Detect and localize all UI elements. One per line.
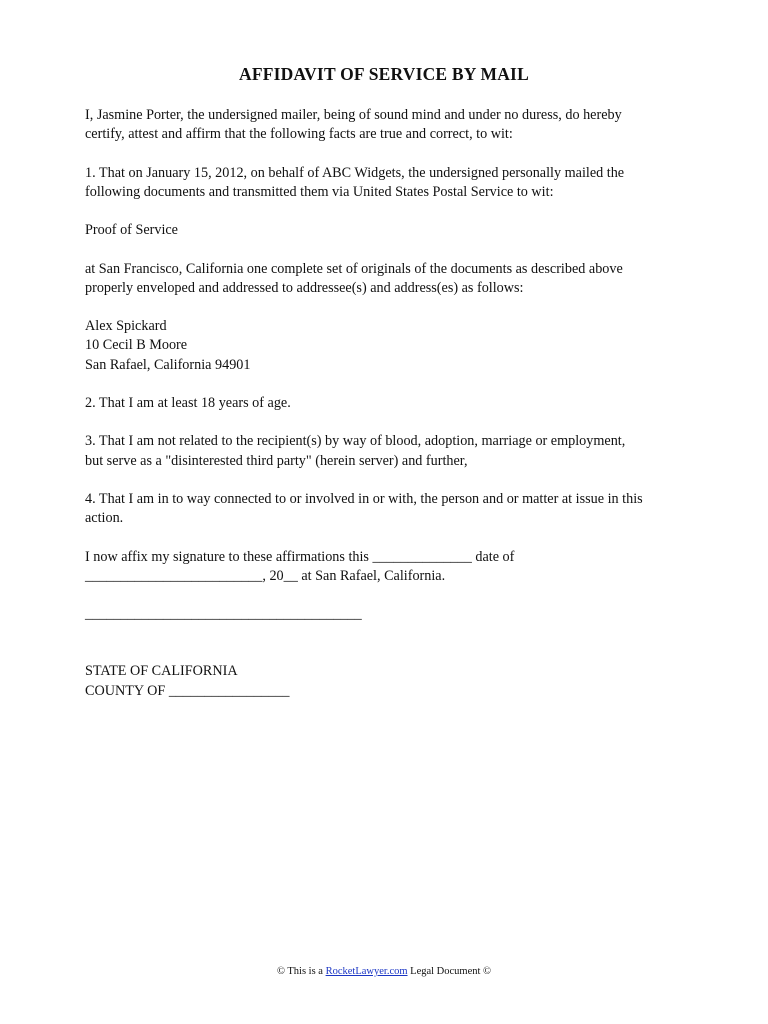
addressee-street: 10 Cecil B Moore xyxy=(85,337,188,354)
rocketlawyer-link[interactable]: RocketLawyer.com xyxy=(325,966,408,977)
intro-paragraph: I, Jasmine Porter, the undersigned mailer, being of sound mind and under no duress, do hereby certify, attest and affirm that the following facts are true and correct, to wit: xyxy=(85,107,622,143)
documents-listed: Proof of Service xyxy=(85,222,178,239)
fact-1-paragraph: 1. That on January 15, 2012, on behalf of ABC Widgets, the undersigned personally mailed the following documents and transmitted them via United States Postal Service to wit: xyxy=(85,164,625,200)
state-line: STATE OF CALIFORNIA xyxy=(85,663,238,680)
footer xyxy=(0,966,768,977)
location-statement: at San Francisco, California one complete set of originals of the documents as described above properly enveloped and addressed to addressee(s) and address(es) as follows: xyxy=(85,260,623,296)
addressee-city: San Rafael, California 94901 xyxy=(85,356,251,373)
affirmation-paragraph: I now affix my signature to these affirmations this ______________ date of _________________________, 20__ at San Rafael, California. xyxy=(85,548,515,584)
document-body xyxy=(85,106,695,701)
addressee-block xyxy=(85,317,695,375)
footer-suffix: Legal Document © xyxy=(407,966,492,977)
addressee-name: Alex Spickard xyxy=(85,318,167,335)
document-title: AFFIDAVIT OF SERVICE BY MAIL xyxy=(239,64,529,84)
fact-4-paragraph: 4. That I am in to way connected to or involved in or with, the person and or matter at issue in this action. xyxy=(85,490,643,527)
footer-prefix: © This is a xyxy=(276,966,326,977)
signature-line: _______________________________________ xyxy=(85,606,362,623)
fact-2-paragraph: 2. That I am at least 18 years of age. xyxy=(85,394,291,411)
county-line: COUNTY OF _________________ xyxy=(85,682,290,699)
venue-block xyxy=(85,662,695,700)
fact-3-paragraph: 3. That I am not related to the recipient(s) by way of blood, adoption, marriage or employment, but serve as a "disinterested third party" (herein server) and further, xyxy=(85,433,626,469)
